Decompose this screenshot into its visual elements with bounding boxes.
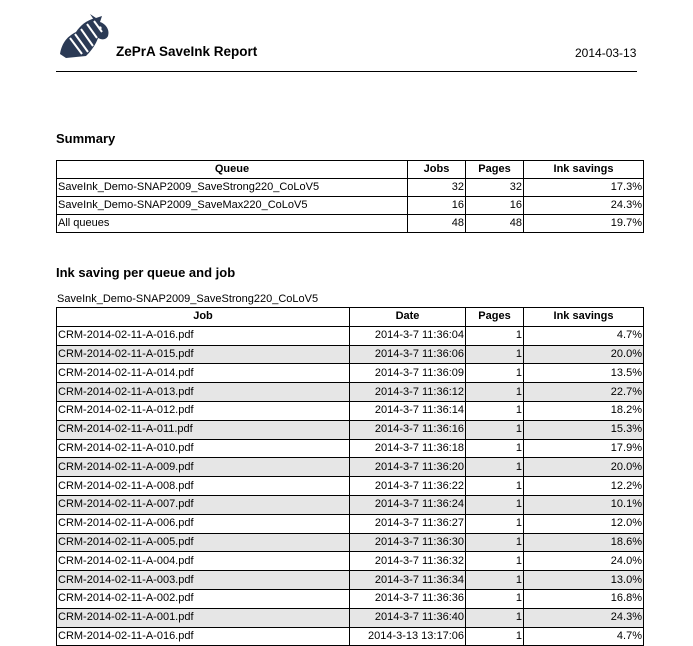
table-cell: 1 xyxy=(466,326,524,345)
summary-heading: Summary xyxy=(56,131,116,146)
column-header-date: Date xyxy=(350,308,466,327)
table-cell: CRM-2014-02-11-A-005.pdf xyxy=(57,533,350,552)
table-row xyxy=(57,514,644,533)
table-cell: 10.1% xyxy=(524,495,644,514)
column-header-pages: Pages xyxy=(466,308,524,327)
table-cell: 1 xyxy=(466,533,524,552)
header-divider xyxy=(56,71,637,72)
table-cell: 20.0% xyxy=(524,458,644,477)
table-cell: CRM-2014-02-11-A-013.pdf xyxy=(57,383,350,402)
table-cell: 13.5% xyxy=(524,364,644,383)
table-row xyxy=(57,477,644,496)
table-row xyxy=(57,458,644,477)
zebra-logo-icon xyxy=(56,14,112,60)
table-cell: 2014-3-7 11:36:32 xyxy=(350,552,466,571)
table-cell: 1 xyxy=(466,345,524,364)
table-cell: 18.2% xyxy=(524,401,644,420)
table-cell: 2014-3-7 11:36:12 xyxy=(350,383,466,402)
table-cell: SaveInk_Demo-SNAP2009_SaveMax220_CoLoV5 xyxy=(57,197,408,215)
table-cell: 12.0% xyxy=(524,514,644,533)
table-cell: CRM-2014-02-11-A-001.pdf xyxy=(57,608,350,627)
table-cell: CRM-2014-02-11-A-012.pdf xyxy=(57,401,350,420)
table-cell: CRM-2014-02-11-A-010.pdf xyxy=(57,439,350,458)
table-cell: 1 xyxy=(466,439,524,458)
queue-caption: SaveInk_Demo-SNAP2009_SaveStrong220_CoLoV5 xyxy=(57,293,319,305)
column-header-job: Job xyxy=(57,308,350,327)
summary-table xyxy=(56,160,644,233)
table-cell: 4.7% xyxy=(524,326,644,345)
table-cell: 1 xyxy=(466,514,524,533)
table-cell: CRM-2014-02-11-A-004.pdf xyxy=(57,552,350,571)
table-row xyxy=(57,571,644,590)
table-row xyxy=(57,608,644,627)
table-cell: 16.8% xyxy=(524,589,644,608)
table-row xyxy=(57,364,644,383)
table-cell: 17.9% xyxy=(524,439,644,458)
table-cell: 20.0% xyxy=(524,345,644,364)
table-cell: 1 xyxy=(466,495,524,514)
table-cell: 1 xyxy=(466,383,524,402)
table-cell: 2014-3-7 11:36:06 xyxy=(350,345,466,364)
table-cell: 32 xyxy=(408,179,466,197)
column-header-ink-savings: Ink savings xyxy=(524,308,644,327)
table-cell: 1 xyxy=(466,458,524,477)
table-cell: SaveInk_Demo-SNAP2009_SaveStrong220_CoLoV5 xyxy=(57,179,408,197)
table-row xyxy=(57,439,644,458)
table-cell: 2014-3-7 11:36:20 xyxy=(350,458,466,477)
table-row xyxy=(57,552,644,571)
table-cell: CRM-2014-02-11-A-016.pdf xyxy=(57,627,350,646)
table-cell: 2014-3-13 13:17:06 xyxy=(350,627,466,646)
table-cell: 1 xyxy=(466,364,524,383)
table-row xyxy=(57,179,644,197)
table-cell: CRM-2014-02-11-A-007.pdf xyxy=(57,495,350,514)
table-cell: 1 xyxy=(466,571,524,590)
table-cell: 1 xyxy=(466,552,524,571)
table-cell: 2014-3-7 11:36:24 xyxy=(350,495,466,514)
table-cell: 2014-3-7 11:36:27 xyxy=(350,514,466,533)
table-cell: 2014-3-7 11:36:30 xyxy=(350,533,466,552)
table-cell: 2014-3-7 11:36:36 xyxy=(350,589,466,608)
table-cell: 32 xyxy=(466,179,524,197)
table-cell: CRM-2014-02-11-A-015.pdf xyxy=(57,345,350,364)
report-date: 2014-03-13 xyxy=(575,46,637,60)
table-cell: 2014-3-7 11:36:09 xyxy=(350,364,466,383)
table-cell: CRM-2014-02-11-A-014.pdf xyxy=(57,364,350,383)
table-cell: 16 xyxy=(408,197,466,215)
table-cell: 24.3% xyxy=(524,608,644,627)
table-cell: CRM-2014-02-11-A-008.pdf xyxy=(57,477,350,496)
table-cell: CRM-2014-02-11-A-002.pdf xyxy=(57,589,350,608)
table-cell: CRM-2014-02-11-A-003.pdf xyxy=(57,571,350,590)
table-row xyxy=(57,197,644,215)
table-row xyxy=(57,383,644,402)
table-row xyxy=(57,215,644,233)
summary-header-row xyxy=(57,161,644,179)
table-cell: CRM-2014-02-11-A-016.pdf xyxy=(57,326,350,345)
table-cell: 19.7% xyxy=(524,215,644,233)
table-cell: 13.0% xyxy=(524,571,644,590)
table-cell: 15.3% xyxy=(524,420,644,439)
column-header-ink-savings: Ink savings xyxy=(524,161,644,179)
table-cell: 2014-3-7 11:36:40 xyxy=(350,608,466,627)
table-cell: 2014-3-7 11:36:22 xyxy=(350,477,466,496)
table-row xyxy=(57,420,644,439)
table-cell: 1 xyxy=(466,589,524,608)
table-row xyxy=(57,533,644,552)
table-row xyxy=(57,345,644,364)
table-cell: 24.3% xyxy=(524,197,644,215)
table-cell: 4.7% xyxy=(524,627,644,646)
table-cell: 2014-3-7 11:36:14 xyxy=(350,401,466,420)
table-cell: 48 xyxy=(408,215,466,233)
per-job-heading: Ink saving per queue and job xyxy=(56,265,236,280)
table-row xyxy=(57,495,644,514)
jobs-table xyxy=(56,307,644,646)
table-cell: 2014-3-7 11:36:16 xyxy=(350,420,466,439)
table-cell: 2014-3-7 11:36:34 xyxy=(350,571,466,590)
table-row xyxy=(57,401,644,420)
table-cell: 16 xyxy=(466,197,524,215)
table-row xyxy=(57,326,644,345)
table-cell: 1 xyxy=(466,401,524,420)
table-cell: 12.2% xyxy=(524,477,644,496)
table-cell: 18.6% xyxy=(524,533,644,552)
table-cell: 22.7% xyxy=(524,383,644,402)
table-row xyxy=(57,589,644,608)
table-cell: 2014-3-7 11:36:04 xyxy=(350,326,466,345)
table-cell: 17.3% xyxy=(524,179,644,197)
column-header-queue: Queue xyxy=(57,161,408,179)
table-cell: 24.0% xyxy=(524,552,644,571)
report-title: ZePrA SaveInk Report xyxy=(116,44,258,59)
table-cell: 2014-3-7 11:36:18 xyxy=(350,439,466,458)
table-cell: All queues xyxy=(57,215,408,233)
table-cell: CRM-2014-02-11-A-011.pdf xyxy=(57,420,350,439)
table-cell: 48 xyxy=(466,215,524,233)
table-row xyxy=(57,627,644,646)
column-header-jobs: Jobs xyxy=(408,161,466,179)
table-cell: 1 xyxy=(466,420,524,439)
jobs-header-row xyxy=(57,308,644,327)
table-cell: 1 xyxy=(466,608,524,627)
table-cell: 1 xyxy=(466,477,524,496)
table-cell: CRM-2014-02-11-A-009.pdf xyxy=(57,458,350,477)
column-header-pages: Pages xyxy=(466,161,524,179)
table-cell: 1 xyxy=(466,627,524,646)
table-cell: CRM-2014-02-11-A-006.pdf xyxy=(57,514,350,533)
